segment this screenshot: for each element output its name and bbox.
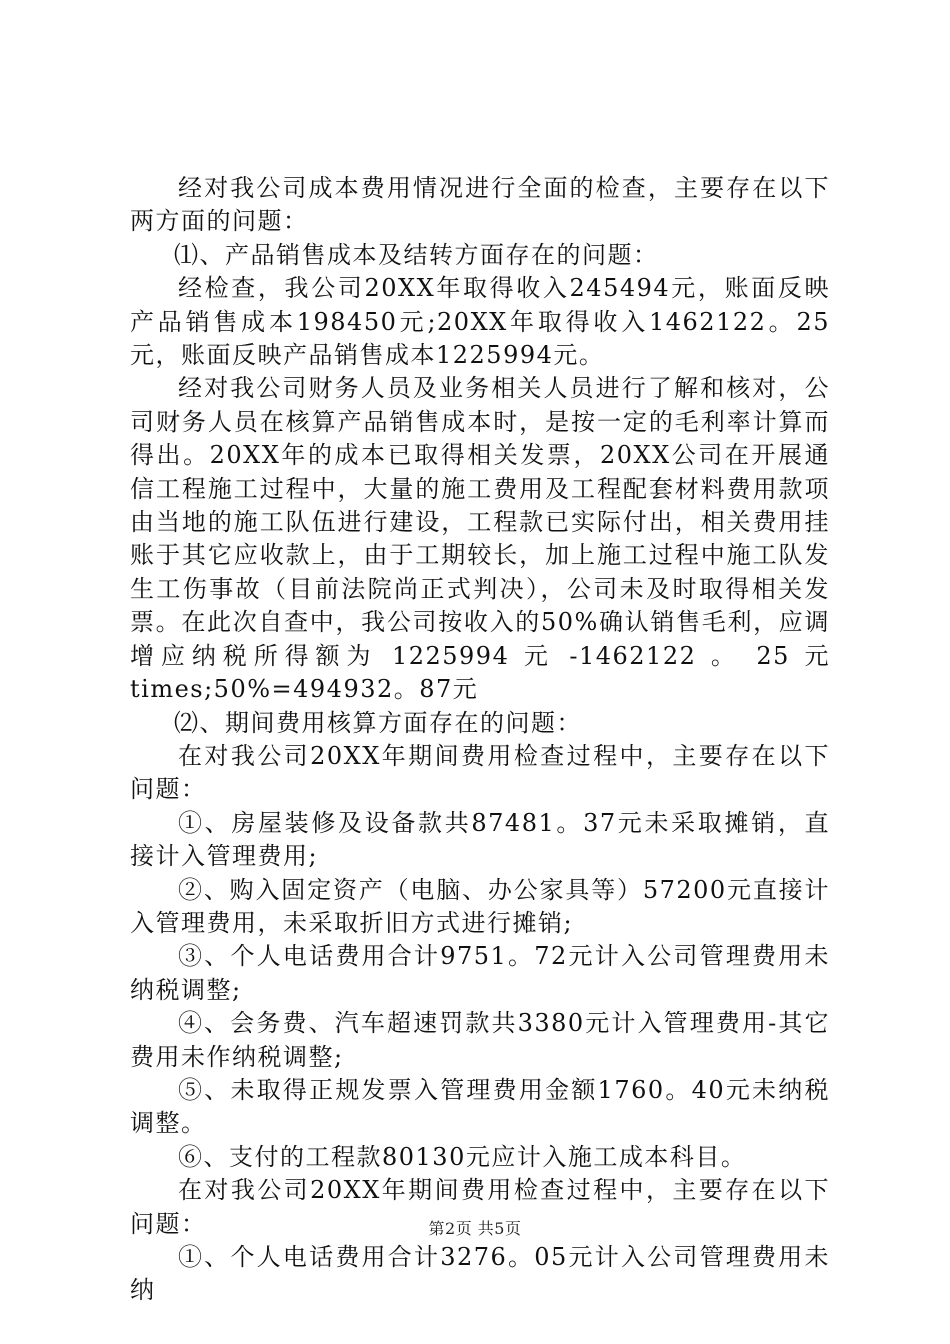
paragraph-period-intro-1: 在对我公司20XX年期间费用检查过程中，主要存在以下问题： — [130, 741, 830, 804]
paragraph-explanation: 经对我公司财务人员及业务相关人员进行了解和核对，公司财务人员在核算产品销售成本时，是按一定的毛利率计算而得出。20XX年的成本已取得相关发票，20XX公司在开展通信工程施工过程中，大量的施工费用及工程配套材料费用款项由当地的施工队伍进行建设，工程款已实际付出，相关费用挂账于其它应收款上，由于工期较长，加上施工过程中施工队发生工伤事故（目前法院尚正式判决），公司未及时取得相关发票。在此次自查中，我公司按收入的50%确认销售毛利，应调增应纳税所得额为 1225994 元 -1462122 。 25 元 — [130, 374, 830, 670]
list-item-3: ③、个人电话费用合计9751。72元计入公司管理费用未纳税调整; — [130, 942, 830, 1004]
section-heading-2: ⑵、期间费用核算方面存在的问题： — [174, 708, 582, 737]
page-footer: 第2页 共5页 — [428, 1219, 522, 1238]
list-item-6: ⑥、支付的工程款80130元应计入施工成本科目。 — [178, 1142, 747, 1171]
section-heading-1: ⑴、产品销售成本及结转方面存在的问题： — [174, 240, 659, 269]
paragraph-intro: 经对我公司成本费用情况进行全面的检查，主要存在以下两方面的问题： — [130, 174, 830, 236]
list-item-7: ①、个人电话费用合计3276。05元计入公司管理费用未纳 — [130, 1243, 830, 1305]
list-item-2: ②、购入固定资产（电脑、办公家具等）57200元直接计入管理费用，未采取折旧方式进行摊销; — [130, 875, 830, 937]
paragraph-calculation: times;50%=494932。87元 — [130, 675, 479, 704]
paragraph-revenue: 经检查，我公司20XX年取得收入245494元，账面反映产品销售成本198450元;20XX年取得收入1462122。25元，账面反映产品销售成本1225994元。 — [130, 274, 830, 370]
list-item-4: ④、会务费、汽车超速罚款共3380元计入管理费用-其它费用未作纳税调整; — [130, 1009, 830, 1071]
document-body — [130, 172, 830, 1308]
list-item-5: ⑤、未取得正规发票入管理费用金额1760。40元未纳税调整。 — [130, 1075, 830, 1138]
paragraph-period-intro-2: 在对我公司20XX年期间费用检查过程中，主要存在以下问题： — [130, 1176, 830, 1238]
list-item-1: ①、房屋装修及设备款共87481。37元未采取摊销，直接计入管理费用; — [130, 808, 830, 871]
